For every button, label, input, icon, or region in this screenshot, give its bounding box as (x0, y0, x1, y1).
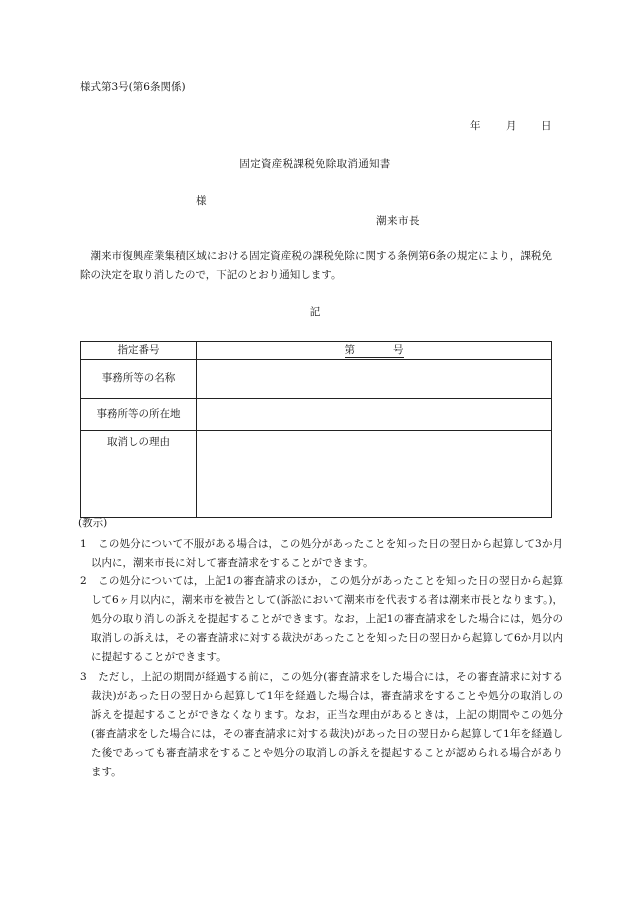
date-year-label: 年 (470, 120, 481, 132)
note-number: 1 (80, 538, 87, 550)
table-row (81, 360, 552, 399)
note-number: 3 (80, 671, 87, 683)
date-day-label: 日 (541, 120, 552, 132)
note-text: ただし，上記の期間が経過する前に，この処分(審査請求をした場合には，その審査請求に対する裁決)があった日の翌日から起算して1年を経過した場合は，審査請求をすることや処分の取消しの訴えを提起することができなくなります。なお，正当な理由があるときは，上記の期間やこの処分(審査請求をした場合には，その審査請求に対する裁決)があった日の翌日から起算して1年を経過した後であっても審査請求をすることや処分の取消しの訴えを提起することが認められる場合があります。 (91, 671, 563, 778)
designation-number-label: 指定番号 (81, 342, 197, 360)
table-row (81, 342, 552, 360)
notice-item-1 (80, 535, 563, 573)
office-address-value (197, 399, 552, 431)
notice-item-3 (80, 668, 563, 782)
table-row (81, 431, 552, 518)
office-name-label: 事務所等の名称 (81, 360, 197, 399)
document-title: 固定資産税課税免除取消通知書 (239, 158, 391, 170)
designation-number-underline (345, 344, 404, 358)
cancellation-reason-value (197, 431, 552, 518)
note-text: この処分については，上記1の審査請求のほか，この処分があったことを知った日の翌日から起算して6ヶ月以内に，潮来市を被告として(訴訟において潮来市を代表する者は潮来市長となります。)，処分の取り消しの訴えを提起することができます。なお，上記1の審査請求をした場合には，処分の取消しの訴えは，その審査請求に対する裁決があったことを知った日の翌日から起算して6か月以内に提起することができます。 (91, 575, 563, 663)
issuer-name: 潮来市長 (376, 215, 420, 227)
cancellation-reason-label: 取消しの理由 (81, 431, 197, 518)
addressee-suffix: 様 (196, 195, 207, 207)
body-paragraph: 潮来市復興産業集積区域における固定資産税の課税免除に関する条例第6条の規定により，課税免除の決定を取り消したので，下記のとおり通知します。 (80, 250, 552, 281)
info-table (80, 341, 552, 518)
notice-heading: (教示) (78, 517, 108, 529)
number-suffix: 号 (393, 343, 404, 356)
notice-item-2 (80, 572, 563, 667)
number-prefix: 第 (344, 343, 355, 356)
ki-heading: 記 (309, 306, 321, 318)
form-number: 様式第3号(第6条関係) (80, 81, 186, 93)
note-text: この処分について不服がある場合は，この処分があったことを知った日の翌日から起算して3か月以内に，潮来市長に対して審査請求をすることができます。 (91, 538, 563, 569)
designation-number-value (197, 342, 552, 360)
table-row (81, 399, 552, 431)
note-number: 2 (80, 575, 87, 587)
office-name-value (197, 360, 552, 399)
office-address-label: 事務所等の所在地 (81, 399, 197, 431)
date-month-label: 月 (506, 120, 517, 132)
